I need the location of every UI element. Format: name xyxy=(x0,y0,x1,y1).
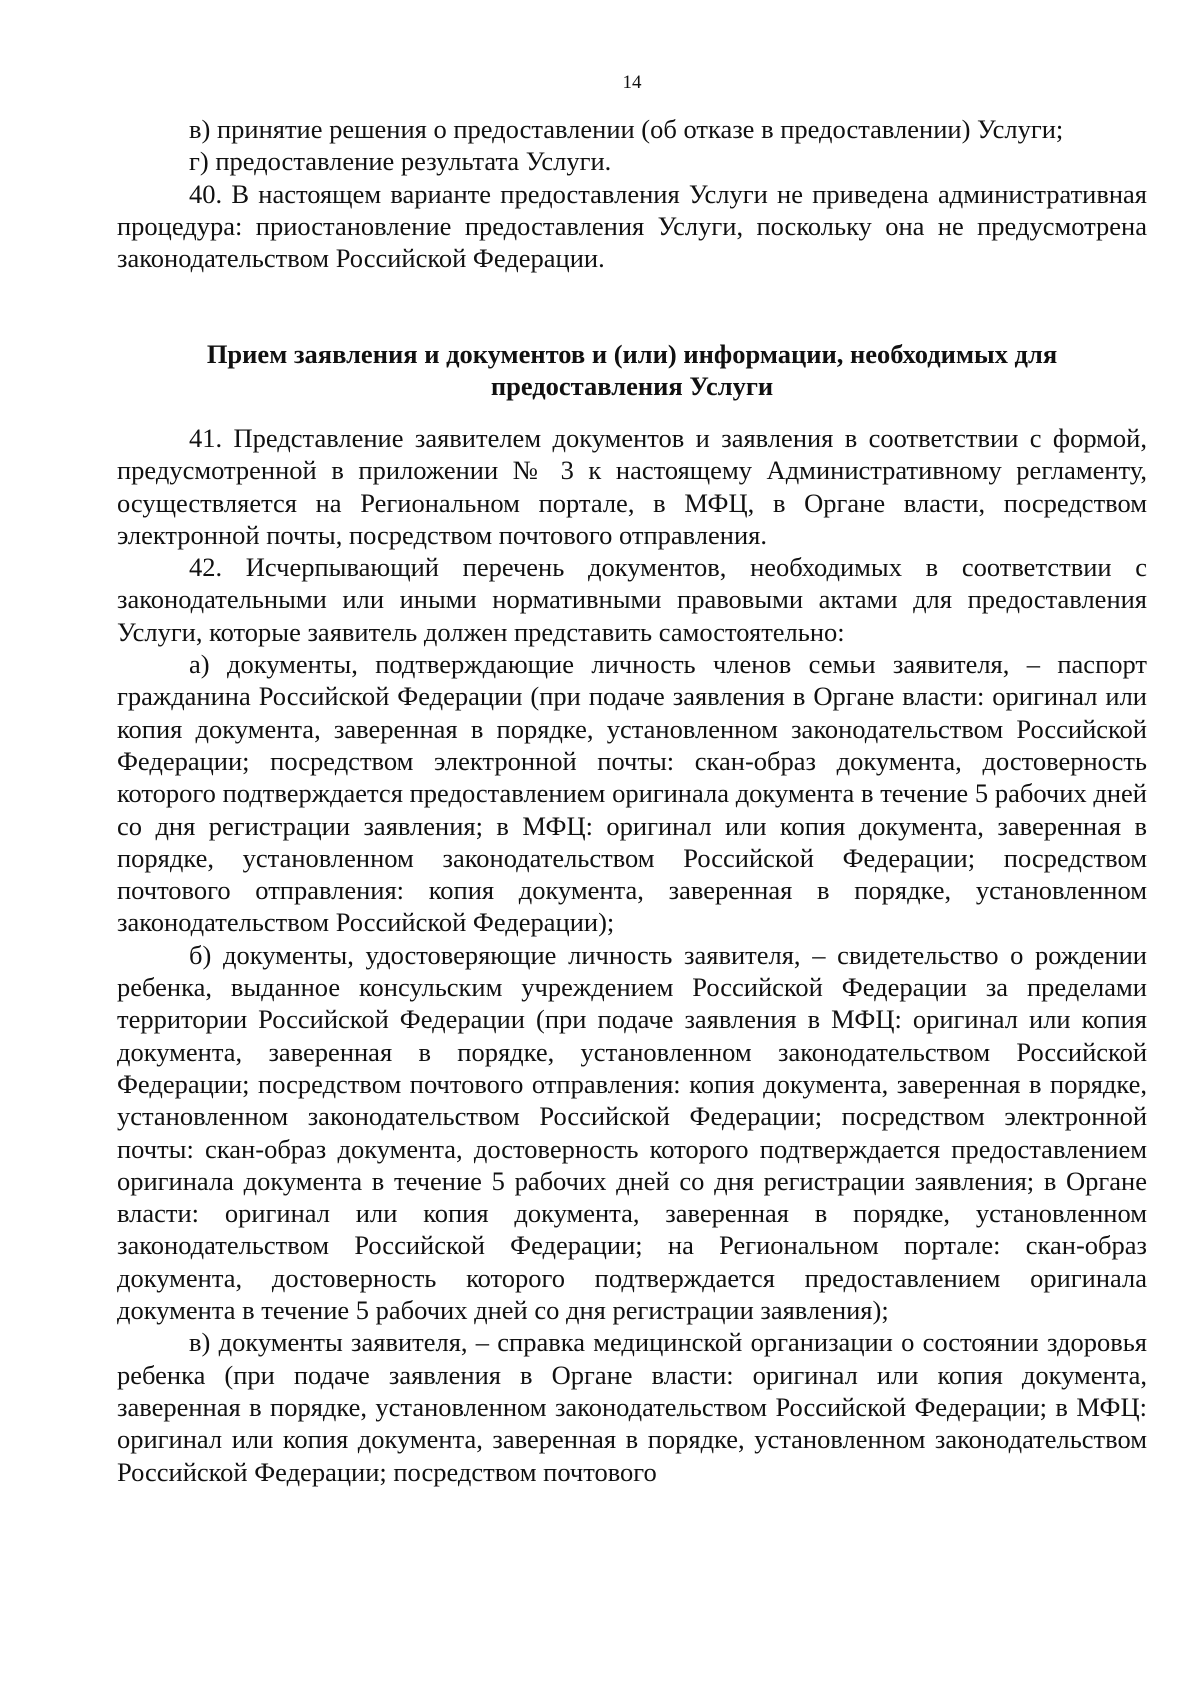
paragraph-40: 40. В настоящем варианте предоставления Услуги не приведена административная процедура: приостановление предоставления Услуги, поскольку она не предусмотрена законодательством Российской Федерации. xyxy=(117,178,1147,274)
page-number: 14 xyxy=(622,72,642,93)
body-section xyxy=(117,422,1147,1488)
section-heading-line-1: Прием заявления и документов и (или) информации, необходимых для xyxy=(206,339,1058,369)
section-heading xyxy=(117,338,1147,402)
paragraph-item-v: в) принятие решения о предоставлении (об отказе в предоставлении) Услуги; xyxy=(189,114,1064,144)
paragraph-item-g: г) предоставление результата Услуги. xyxy=(189,146,612,177)
paragraph-42: 42. Исчерпывающий перечень документов, необходимых в соответствии с законодательными или иными нормативными правовыми актами для предоставления Услуги, которые заявитель должен представить самостоятельно: xyxy=(117,552,1147,647)
section-heading-line-2: предоставления Услуги xyxy=(490,371,774,401)
paragraph-41: 41. Представление заявителем документов и заявления в соответствии с формой, предусмотренной в приложении № 3 к настоящему Административному регламенту, осуществляется на Региональном портале, в МФЦ, в Органе власти, посредством электронной почты, посредством почтового отправления. xyxy=(117,423,1147,550)
paragraph-42-v: в) документы заявителя, – справка медицинской организации о состоянии здоровья ребенка (при подаче заявления в Органе власти: оригинал или копия документа, заверенная в порядке, установленном законодательством Российской Федерации; в МФЦ: оригинал или копия документа, заверенная в порядке, установленном законодательством Российской Федерации; посредством почтового xyxy=(117,1327,1147,1487)
intro-section xyxy=(117,113,1147,274)
paragraph-42-b: б) документы, удостоверяющие личность заявителя, – свидетельство о рождении ребенка, выданное консульским учреждением Российской Федерации за пределами территории Российской Федерации (при подаче заявления в МФЦ: оригинал или копия документа, заверенная в порядке, установленном законодательством Российской Федерации; посредством почтового отправления: копия документа, заверенная в порядке, установленном законодательством Российской Федерации; посредством электронной почты: скан-образ документа, достоверность которого подтверждается предоставлением оригинала документа в течение 5 рабочих дней со дня регистрации заявления; в Органе власти: оригинал или копия документа, заверенная в порядке, установленном законодательством Российской Федерации; на Региональном портале: скан-образ документа, достоверность которого подтверждается предоставлением оригинала документа в течение 5 рабочих дней со дня регистрации заявления); xyxy=(117,939,1147,1326)
paragraph-42-a: а) документы, подтверждающие личность членов семьи заявителя, – паспорт гражданина Российской Федерации (при подаче заявления в Органе власти: оригинал или копия документа, заверенная в порядке, установленном законодательством Российской Федерации; посредством электронной почты: скан-образ документа, достоверность которого подтверждается предоставлением оригинала документа в течение 5 рабочих дней со дня регистрации заявления; в МФЦ: оригинал или копия документа, заверенная в порядке, установленном законодательством Российской Федерации; посредством почтового отправления: копия документа, заверенная в порядке, установленном законодательством Российской Федерации); xyxy=(117,649,1147,938)
